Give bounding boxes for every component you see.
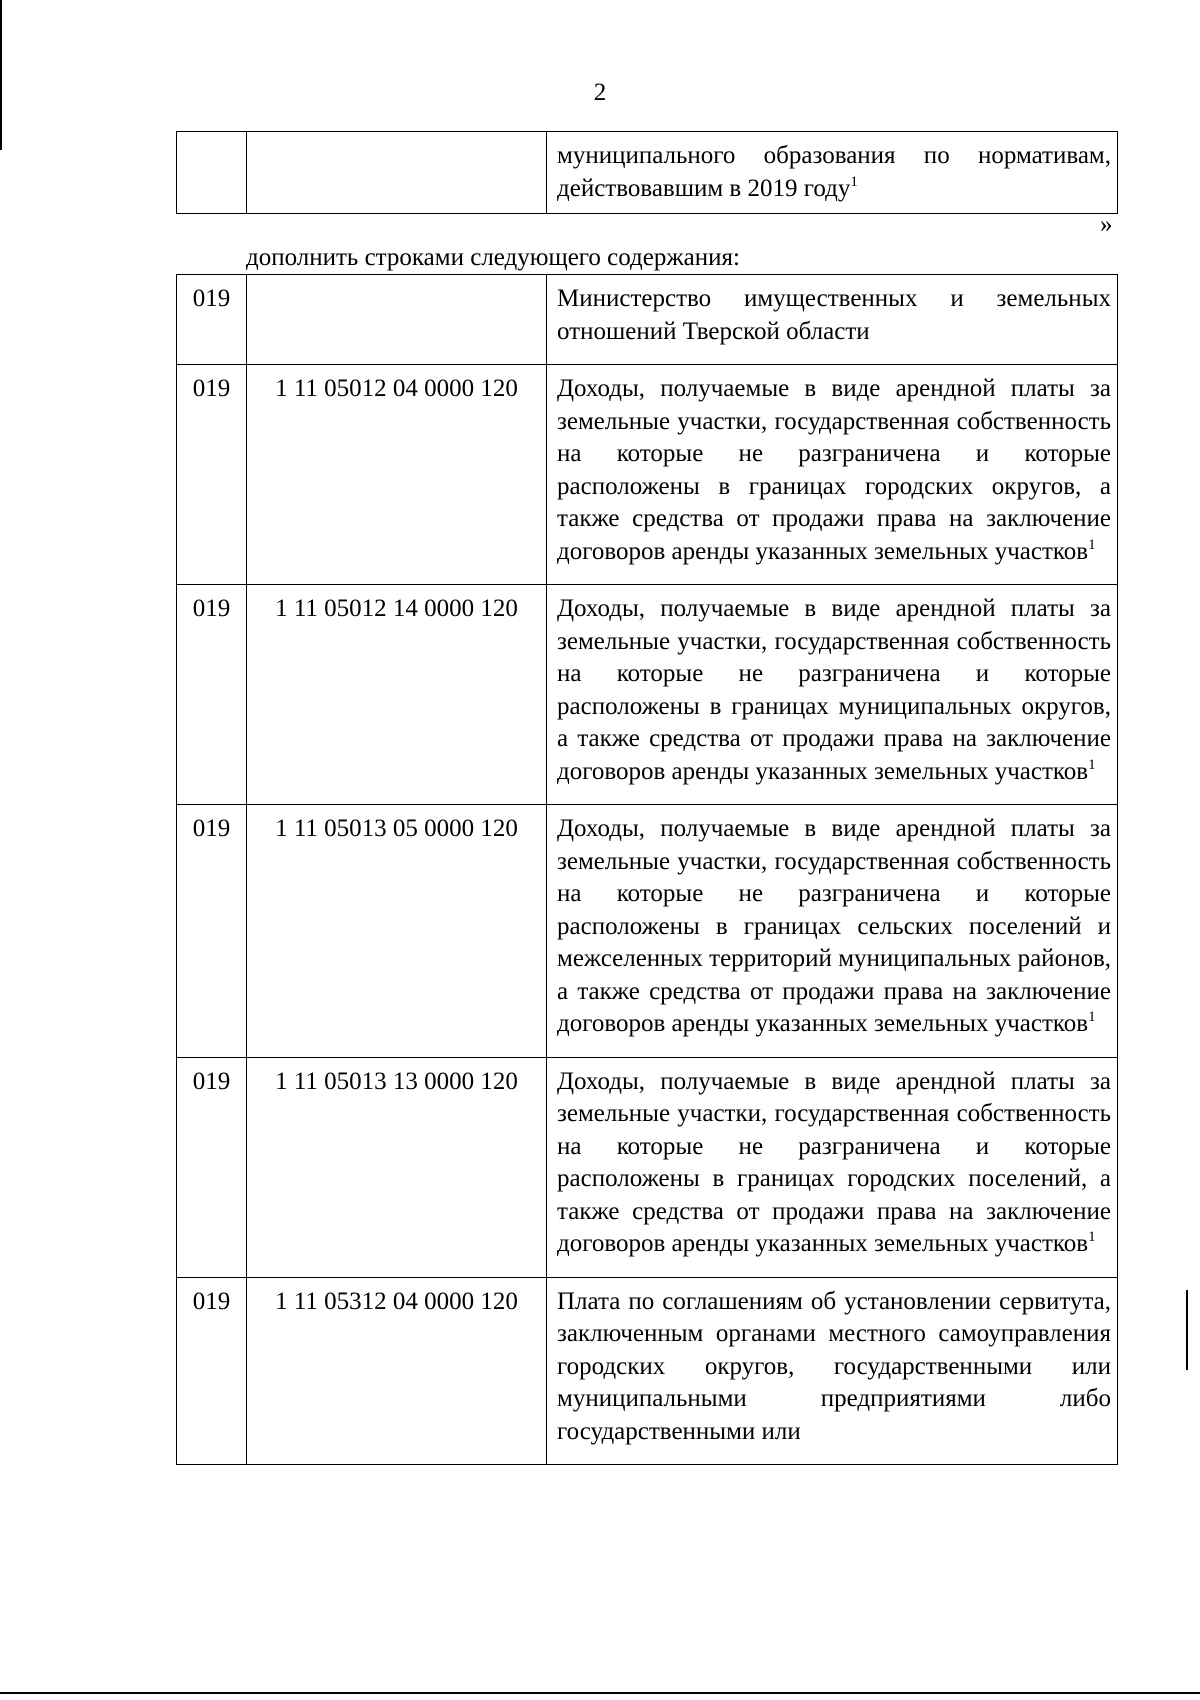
admin-code-cell: 019 [177,365,247,585]
scan-edge-line [0,1692,1200,1694]
table-row [177,275,1118,365]
revenue-codes-table-body [177,275,1118,1465]
continued-table [176,131,1118,214]
revenue-codes-table [176,274,1118,1465]
admin-code-cell [177,132,247,214]
closing-quote: » [1100,211,1113,238]
footnote-marker: 1 [1088,1229,1096,1245]
description-cell [547,805,1118,1058]
description-text: Министерство имущественных и земельных отношений Тверской области [557,285,1111,345]
table-row [177,1277,1118,1465]
admin-code-cell: 019 [177,1277,247,1465]
admin-code-cell: 019 [177,1057,247,1277]
description-cell [547,1057,1118,1277]
table-row [177,1057,1118,1277]
description-cell [547,1277,1118,1465]
description-text: Доходы, получаемые в виде арендной платы за земельные участки, государственная собственность на которые не разграничена и которые расположены в границах сельских поселений и межселенных территорий муниципальных районов, а также средства от продажи права на заключение договоров аренды указанных земельных участков [557,815,1111,1037]
description-text: Плата по соглашениям об установлении сервитута, заключенным органами местного самоуправления городских округов, государственными или муниципальными предприятиями либо государственными или [557,1287,1111,1445]
budget-code-cell [247,275,547,365]
scan-edge-line [1186,1290,1188,1370]
continued-table-body [177,132,1118,214]
budget-code-cell: 1 11 05013 05 0000 120 [247,805,547,1058]
table-row [177,585,1118,805]
footnote-marker: 1 [1088,1009,1096,1025]
table-row [177,132,1118,214]
intro-sentence: дополнить строками следующего содержания: [246,244,740,271]
admin-code-cell: 019 [177,585,247,805]
budget-code-cell: 1 11 05012 14 0000 120 [247,585,547,805]
description-cell [547,132,1118,214]
table-row [177,365,1118,585]
budget-code-cell [247,132,547,214]
description-text: Доходы, получаемые в виде арендной платы за земельные участки, государственная собственность на которые не разграничена и которые расположены в границах городских поселений, а также средства от продажи права на заключение договоров аренды указанных земельных участков [557,1067,1111,1257]
admin-code-cell: 019 [177,275,247,365]
admin-code-cell: 019 [177,805,247,1058]
budget-code-cell: 1 11 05012 04 0000 120 [247,365,547,585]
budget-code-cell: 1 11 05013 13 0000 120 [247,1057,547,1277]
description-text: муниципального образования по нормативам, действовавшим в 2019 году [557,142,1111,202]
description-cell [547,275,1118,365]
budget-code-cell: 1 11 05312 04 0000 120 [247,1277,547,1465]
description-cell [547,365,1118,585]
footnote-marker: 1 [850,173,858,190]
description-text: Доходы, получаемые в виде арендной платы за земельные участки, государственная собственность на которые не разграничена и которые расположены в границах муниципальных округов, а также средства от продажи права на заключение договоров аренды указанных земельных участков [557,595,1111,785]
scan-edge-line [0,0,2,150]
footnote-marker: 1 [1088,536,1096,553]
table-row [177,805,1118,1058]
description-text: Доходы, получаемые в виде арендной платы за земельные участки, государственная собственность на которые не разграничена и которые расположены в границах городских округов, а также средства от продажи права на заключение договоров аренды указанных земельных участков [557,375,1111,565]
description-cell [547,585,1118,805]
page-number: 2 [593,79,607,106]
footnote-marker: 1 [1088,756,1096,773]
